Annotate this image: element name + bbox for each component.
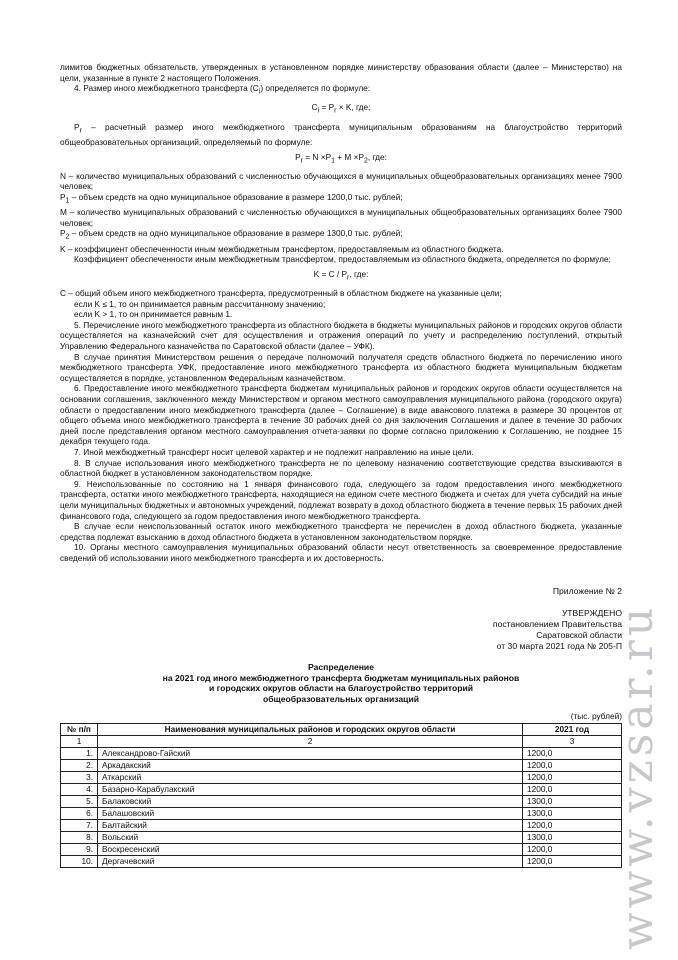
paragraph: 10. Органы местного самоуправления муниципальных образований области несут ответственность за своевременное предоставление сведений об использовании иного межбюджетного трансферта и их достоверность. <box>60 542 622 563</box>
row-value-cell: 1200,0 <box>523 760 622 772</box>
paragraph: K – коэффициент обеспеченности иным межбюджетным трансфертом, предоставляемым из областного бюджета. <box>60 243 504 254</box>
colnum-cell: 3 <box>523 736 622 748</box>
approval-line: Саратовской области <box>536 630 622 640</box>
table-body <box>61 748 622 868</box>
distribution-title <box>60 662 622 704</box>
title-line: общеобразовательных организаций <box>262 693 420 704</box>
table-row <box>61 772 622 784</box>
table-row <box>61 796 622 808</box>
row-number-cell: 6. <box>61 808 98 820</box>
title-line: на 2021 год иного межбюджетного трансферта бюджетам муниципальных районов <box>162 672 520 683</box>
row-number-cell: 9. <box>61 844 98 856</box>
paragraph: 8. В случае использования иного межбюджетного трансферта не по целевому назначению соответствующие средства взыскиваются в областной бюджет в установленном законодательством порядке. <box>60 457 622 479</box>
paragraph: 7. Иной межбюджетный трансферт носит целевой характер и не подлежит направлению на иные цели. <box>74 447 474 457</box>
row-number-cell: 3. <box>61 772 98 784</box>
table-row <box>61 844 622 856</box>
formula-k: $K = C / P_r$, где: <box>313 268 369 282</box>
row-name-cell: Балаковский <box>98 796 523 808</box>
paragraph: если K ≤ 1, то он принимается равным рассчитанному значению; <box>74 298 326 309</box>
row-name-cell: Аткарский <box>98 772 523 784</box>
paragraph: если K > 1, то он принимается равным 1. <box>74 309 233 320</box>
row-value-cell: 1200,0 <box>523 784 622 796</box>
row-name-cell: Аркадакский <box>98 760 523 772</box>
title-line: и городских округов области на благоустройство территорий <box>208 683 474 693</box>
paragraph: лимитов бюджетных обязательств, утвержденных в установленном порядке министерству образования области (далее – Министерство) на цели, указанные в пункте 2 настоящего Положения. <box>60 62 622 83</box>
paragraph: $P_2$ – объем средств на одно муниципальное образование в размере 1300,0 тыс. рублей; <box>60 228 403 242</box>
approval-line: от 30 марта 2021 года № 205-П <box>496 641 622 651</box>
distribution-table <box>60 723 622 868</box>
paragraph: C – общий объем иного межбюджетного трансферта, предусмотренный в областном бюджете на указанные цели; <box>60 288 502 299</box>
row-name-cell: Воскресенский <box>98 844 523 856</box>
row-number-cell: 10. <box>61 856 98 868</box>
row-value-cell: 1300,0 <box>523 808 622 820</box>
row-number-cell: 1. <box>61 748 98 760</box>
table-header-row <box>61 724 622 736</box>
colnum-cell: 1 <box>61 736 98 748</box>
row-name-cell: Базарно-Карабулакский <box>98 784 523 796</box>
row-name-cell: Вольский <box>98 832 523 844</box>
row-value-cell: 1200,0 <box>523 856 622 868</box>
row-value-cell: 1300,0 <box>523 796 622 808</box>
paragraph: M – количество муниципальных образований с численностью обучающихся в муниципальных общеобразовательных организациях более 7900 человек; <box>60 207 622 228</box>
row-value-cell: 1200,0 <box>523 820 622 832</box>
table-row <box>61 832 622 844</box>
formula-ci: $C_i = P_r \times K$, где: <box>311 102 371 116</box>
table-row <box>61 760 622 772</box>
row-number-cell: 5. <box>61 796 98 808</box>
row-number-cell: 7. <box>61 820 98 832</box>
paragraph: 5. Перечисление иного межбюджетного трансферта из областного бюджета в бюджеты муниципальных районов и городских округов области осуществляется на казначейский счет для осуществления и отражения операций по учету и распределению поступлений, открытый Управлению Федерального казначейства по Саратовской области (далее – УФК). <box>60 319 622 352</box>
approval-block <box>493 608 622 652</box>
paragraph: Коэффициент обеспеченности иным межбюджетным трансфертом, предоставляемым из областного бюджета, определяется по формуле: <box>74 254 611 265</box>
table-row <box>61 808 622 820</box>
table-colnum-row <box>61 736 622 748</box>
paragraph: В случае принятия Министерством решения о передаче полномочий получателя средств областного бюджета по перечислению иного межбюджетного трансферта УФК, предоставление иного межбюджетного трансферта из областного бюджета муниципальным бюджетам осуществляется в порядке, установленном Федеральным казначейством. <box>60 351 622 383</box>
colnum-cell: 2 <box>98 736 523 748</box>
regulation-body <box>60 62 622 564</box>
row-value-cell: 1200,0 <box>523 844 622 856</box>
row-value-cell: 1200,0 <box>523 772 622 784</box>
paragraph: N – количество муниципальных образований с численностью обучающихся в муниципальных общеобразовательных организациях менее 7900 человек; <box>60 170 622 192</box>
row-number-cell: 2. <box>61 760 98 772</box>
table-row <box>61 784 622 796</box>
approval-line: постановлением Правительства <box>492 619 622 629</box>
paragraph: В случае если неиспользованный остаток иного межбюджетного трансферта не перечислен в доход областного бюджета, указанные средства подлежат взысканию в доход областного бюджета в установленном законодательством порядке. <box>60 521 622 542</box>
appendix-label: Приложение № 2 <box>552 586 622 596</box>
formula-pr: $P_r = N \times P_1 + M \times P_2$, где: <box>295 151 387 165</box>
units-label: (тыс. рублей) <box>570 711 622 721</box>
header-year: 2021 год <box>523 724 622 736</box>
watermark-text: www.vzsar.ru <box>612 603 663 950</box>
row-value-cell: 1200,0 <box>523 748 622 760</box>
watermark-logo <box>612 600 672 950</box>
row-value-cell: 1300,0 <box>523 832 622 844</box>
row-number-cell: 4. <box>61 784 98 796</box>
table-row <box>61 820 622 832</box>
row-name-cell: Балтайский <box>98 820 523 832</box>
table-row <box>61 748 622 760</box>
header-number: № п/п <box>61 724 98 736</box>
title-line: Распределение <box>307 662 374 672</box>
table-row <box>61 856 622 868</box>
row-name-cell: Дергачевский <box>98 856 523 868</box>
paragraph: 9. Неиспользованные по состоянию на 1 января финансового года, следующего за годом предоставления иного межбюджетного трансферта, остатки иного межбюджетного трансферта, находящиеся на едином счете местного бюджета и счетах для учета субсидий на иные цели муниципальных бюджетных и автономных учреждений, подлежат возврату в доход областного бюджета в течение первых 15 рабочих дней финансового года, следующего за годом предоставления иного межбюджетного трансферта. <box>60 478 622 521</box>
paragraph: $P_r$ – расчетный размер иного межбюджетного трансферта муниципальным образованиям на благоустройство территорий общеобразовательных организаций, определяемый по формуле: <box>60 121 622 147</box>
approved-word: УТВЕРЖДЕНО <box>561 608 622 618</box>
paragraph: 6. Предоставление иного межбюджетного трансферта бюджетам муниципальных районов и городских округов области осуществляется на основании соглашения, заключенного между Министерством и органом местного самоуправления муниципального района (городского округа) области о предоставлении иного межбюджетного трансферта (далее – Соглашение) в виде авансового платежа в размере 30 процентов от общего объема иного межбюджетного трансферта в течение 30 рабочих дней со дня заключения Соглашения и далее в течение 30 рабочих дней после представления органом местного самоуправления отчета-заявки по форме согласно приложению к Соглашению, не позднее 15 декабря текущего года. <box>60 383 622 447</box>
paragraph: $P_1$ – объем средств на одно муниципальное образование в размере 1200,0 тыс. рублей; <box>60 191 403 205</box>
row-name-cell: Балашовский <box>98 808 523 820</box>
row-name-cell: Александрово-Гайский <box>98 748 523 760</box>
header-name: Наименования муниципальных районов и городских округов области <box>98 724 523 736</box>
paragraph: 4. Размер иного межбюджетного трансферта $(С_i)$ определяется по формуле: <box>74 83 371 96</box>
row-number-cell: 8. <box>61 832 98 844</box>
